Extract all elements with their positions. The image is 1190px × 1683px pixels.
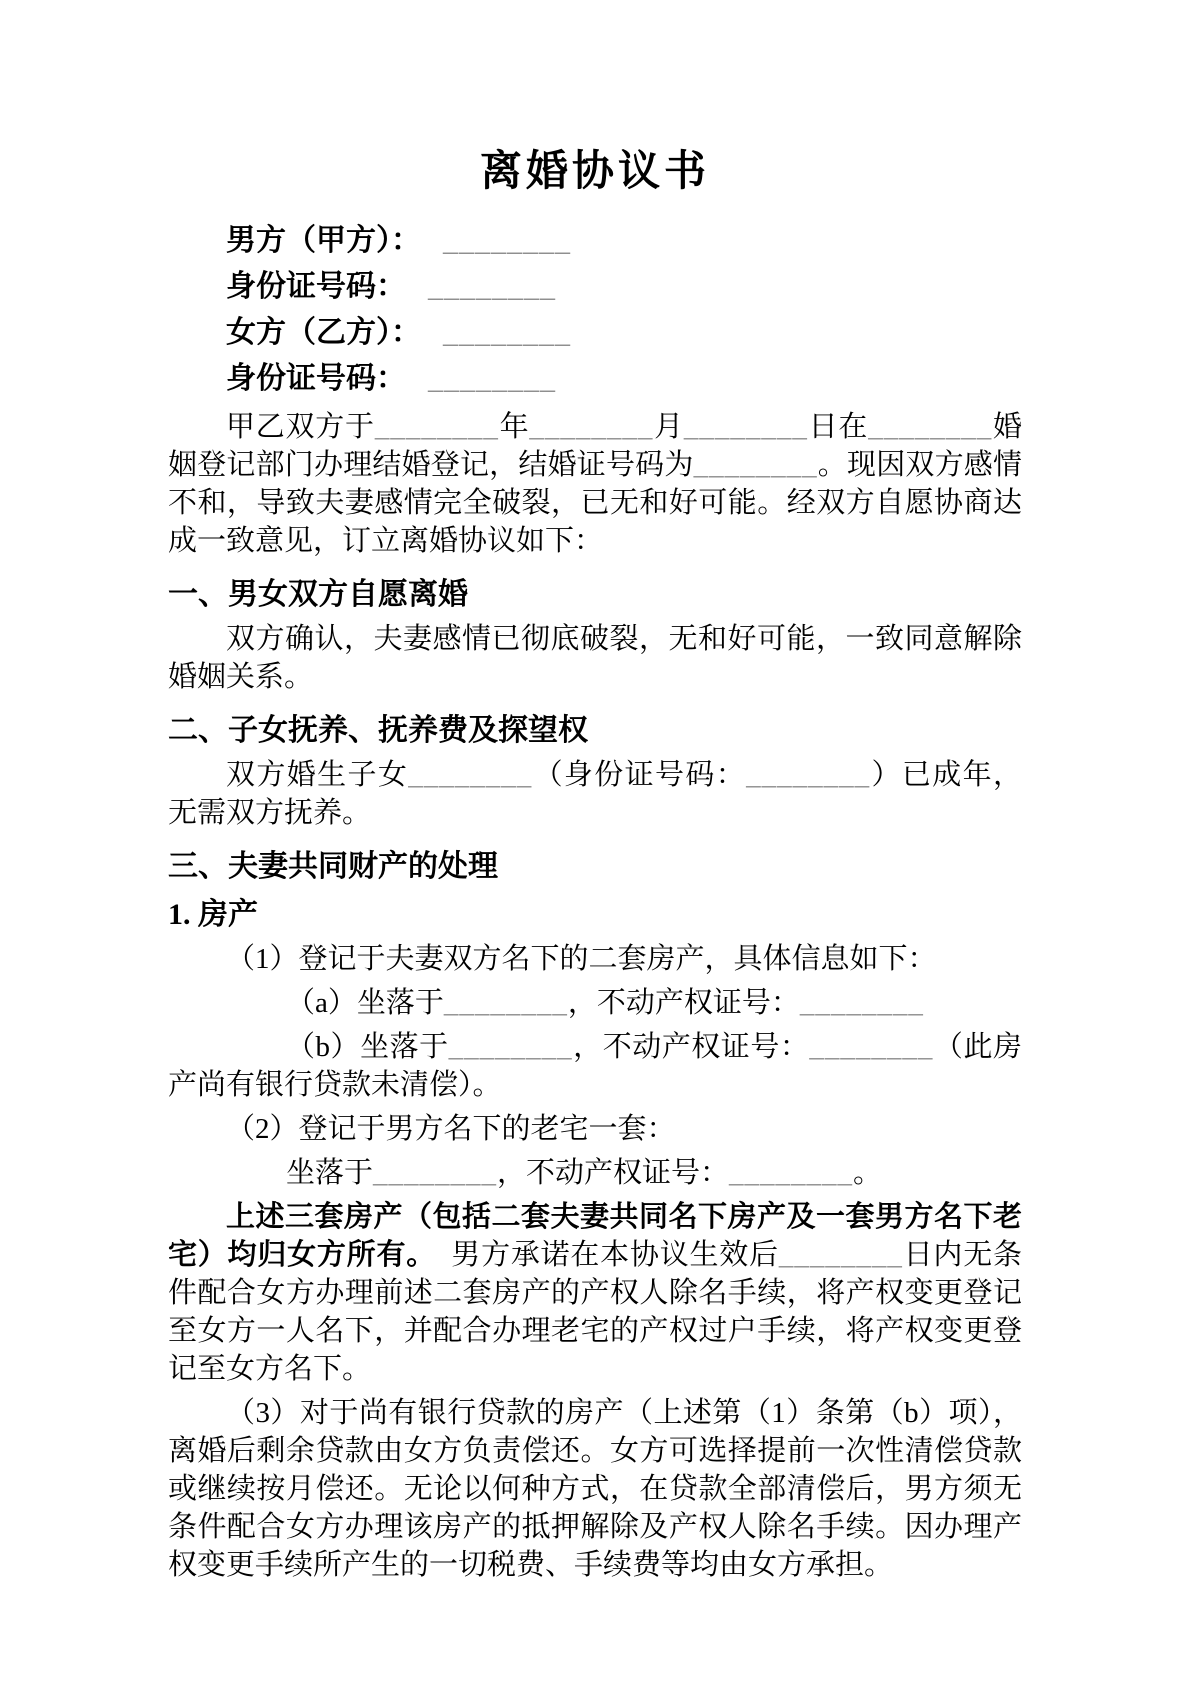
blank-field: ________ <box>374 411 499 443</box>
clause-paragraph-3 <box>168 1394 1022 1584</box>
text-segment: （1）登记于夫妻双方名下的二套房产，具体信息如下： <box>226 943 937 975</box>
blank-field: ________ <box>443 987 568 1019</box>
text-segment: 年 <box>498 411 530 443</box>
clause-paragraph-1b <box>168 1028 1022 1104</box>
party-label: 男方（甲方）： <box>226 224 421 257</box>
text-segment: 婚姻登记部门办理结婚登记，结婚证号码为 <box>168 411 1022 481</box>
blank-field: ________ <box>529 411 654 443</box>
blank-field: ________ <box>693 449 818 481</box>
text-segment: 双方确认，夫妻感情已彻底破裂，无和好可能，一致同意解除婚姻关系。 <box>168 623 1022 693</box>
text-segment: 日内无条件配合女方办理前述二套房产的产权人除名手续，将产权变更登记至女方一人名下，并配合办理老宅的产权过户手续，将产权变更登记至女方名下。 <box>168 1239 1022 1385</box>
blank-field: ________ <box>428 270 556 303</box>
blank-field: ________ <box>683 411 808 443</box>
clause-paragraph-2-location <box>168 1154 1022 1192</box>
blank-field: ________ <box>448 1031 573 1063</box>
section-heading-1: 一、男女双方自愿离婚 <box>168 578 468 611</box>
text-segment: 双方婚生子女 <box>226 759 409 791</box>
section-heading-3: 三、夫妻共同财产的处理 <box>168 850 498 883</box>
text-segment: ，不动产权证号： <box>572 1031 810 1063</box>
blank-field: ________ <box>428 362 556 395</box>
blank-field: ________ <box>729 1157 854 1189</box>
text-segment: 上述三套房产（包括二套夫妻共同名下房产及一套男方名下老宅）均归女方所有。 <box>168 1201 1022 1271</box>
blank-field: ________ <box>408 759 533 791</box>
text-segment: ）已成年，无需双方抚养。 <box>168 759 1022 829</box>
section-heading-2: 二、子女抚养、抚养费及探望权 <box>168 714 588 747</box>
text-segment: ，不动产权证号： <box>497 1157 730 1189</box>
subsection-heading-property: 1. 房产 <box>168 898 258 931</box>
party-info-block <box>168 218 1022 402</box>
clause-paragraph-1 <box>168 940 1022 978</box>
party-row-wife <box>226 310 1022 356</box>
text-segment: 甲乙双方于 <box>226 411 375 443</box>
text-segment: 月 <box>653 411 684 443</box>
party-row-husband <box>226 218 1022 264</box>
text-segment: （b）坐落于 <box>286 1031 449 1063</box>
clause-paragraph-ownership <box>168 1198 1022 1388</box>
party-row-husband-id <box>226 264 1022 310</box>
blank-field: ________ <box>443 316 571 349</box>
document-title: 离婚协议书 <box>479 149 710 195</box>
blank-field: ________ <box>373 1157 498 1189</box>
party-label: 身份证号码： <box>226 270 406 303</box>
party-label: 身份证号码： <box>226 362 406 395</box>
blank-field: ________ <box>809 1031 934 1063</box>
section-2-paragraph <box>168 756 1022 832</box>
text-segment: （3）对于尚有银行贷款的房产（上述第（1）条第（b）项），离婚后剩余贷款由女方负责偿还。女方可选择提前一次性清偿贷款或继续按月偿还。无论以何种方式，在贷款全部清偿后，男方须无条件配合女方办理该房产的抵押解除及产权人除名手续。因办理产权变更手续所产生的一切税费、手续费等均由女方承担。 <box>168 1397 1022 1581</box>
party-label: 女方（乙方）： <box>226 316 421 349</box>
text-segment: （身份证号码： <box>532 759 747 791</box>
blank-field: ________ <box>746 759 871 791</box>
text-segment: 。 <box>853 1157 883 1189</box>
text-segment: 日在 <box>807 411 869 443</box>
blank-field: ________ <box>778 1239 903 1271</box>
blank-field: ________ <box>799 987 924 1019</box>
section-1-paragraph <box>168 620 1022 696</box>
text-segment: （2）登记于男方名下的老宅一套： <box>226 1113 676 1145</box>
text-segment: 坐落于 <box>286 1157 374 1189</box>
text-segment: ，不动产权证号： <box>567 987 800 1019</box>
text-segment: 男方承诺在本协议生效后 <box>421 1239 779 1271</box>
intro-paragraph <box>168 408 1022 560</box>
text-segment: （a）坐落于 <box>286 987 444 1019</box>
blank-field: ________ <box>868 411 993 443</box>
text-segment: （此房产尚有银行贷款未清偿）。 <box>168 1031 1022 1101</box>
text-segment: 。现因双方感情不和，导致夫妻感情完全破裂，已无和好可能。经双方自愿协商达成一致意见，订立离婚协议如下： <box>168 449 1022 557</box>
clause-paragraph-2 <box>168 1110 1022 1148</box>
party-row-wife-id <box>226 356 1022 402</box>
blank-field: ________ <box>443 224 571 257</box>
clause-paragraph-1a <box>168 984 1022 1022</box>
